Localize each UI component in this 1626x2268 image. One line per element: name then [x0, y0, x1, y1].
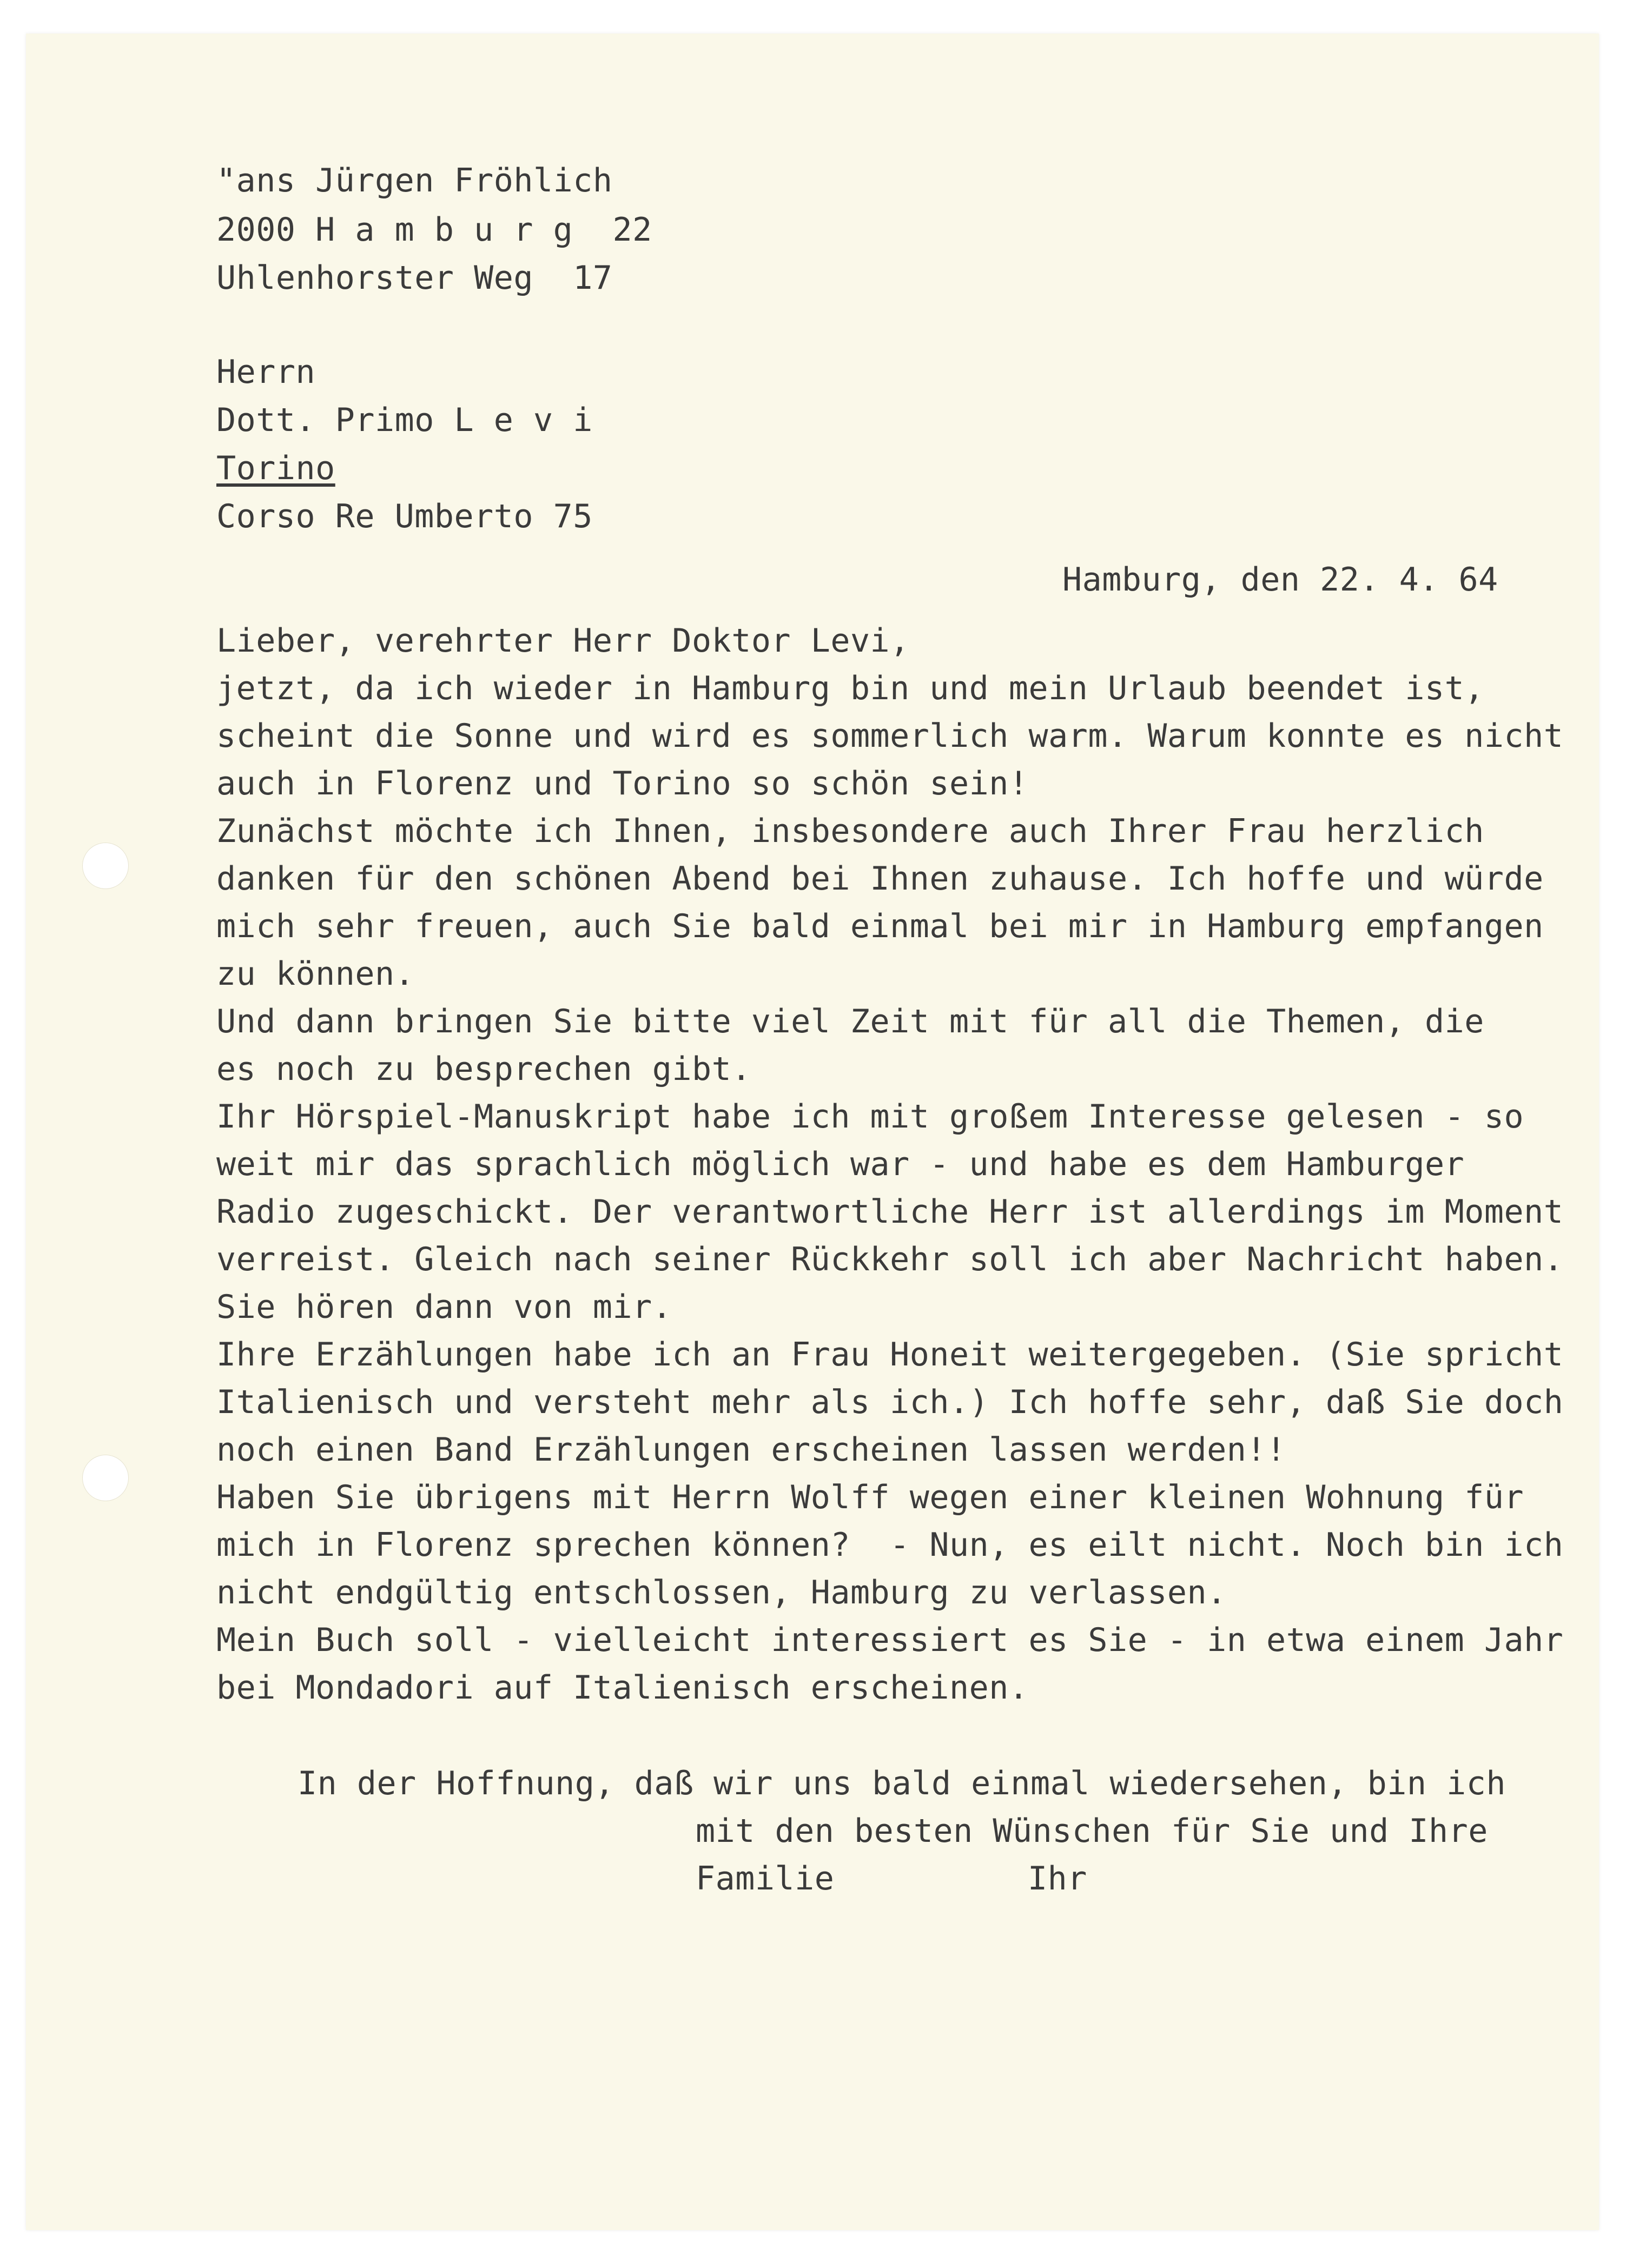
sender-name: "ans Jürgen Fröhlich: [216, 162, 613, 200]
body-line: Ihr Hörspiel-Manuskript habe ich mit großem Interesse gelesen - so: [216, 1098, 1524, 1136]
closing-family: Familie: [696, 1860, 835, 1898]
sender-street: Uhlenhorster Weg 17: [216, 259, 613, 297]
punch-hole-top: [82, 843, 129, 889]
body-line: nicht endgültig entschlossen, Hamburg zu verlassen.: [216, 1574, 1227, 1612]
body-line: noch einen Band Erzählungen erscheinen lassen werden!!: [216, 1431, 1286, 1469]
body-line: bei Mondadori auf Italienisch erscheinen.: [216, 1669, 1029, 1707]
body-line: mich sehr freuen, auch Sie bald einmal bei mir in Hamburg empfangen: [216, 907, 1544, 945]
letter-sheet: [26, 34, 1599, 2230]
recipient-city: Torino: [216, 449, 335, 487]
sender-block: [216, 164, 865, 327]
body-line: Mein Buch soll - vielleicht interessiert es Sie - in etwa einem Jahr: [216, 1621, 1564, 1659]
closing-line: In der Hoffnung, daß wir uns bald einmal wiedersehen, bin ich: [298, 1765, 1506, 1802]
punch-hole-bottom: [82, 1455, 129, 1501]
closing-block: [216, 1767, 1525, 1924]
body-line: Italienisch und versteht mehr als ich.) Ich hoffe sehr, daß Sie doch: [216, 1383, 1564, 1421]
body-line: Haben Sie übrigens mit Herrn Wolff wegen einer kleinen Wohnung für: [216, 1478, 1524, 1516]
closing-ihr: Ihr: [1028, 1860, 1087, 1898]
recipient-street: Corso Re Umberto 75: [216, 498, 593, 535]
body-line: es noch zu besprechen gibt.: [216, 1050, 751, 1088]
body-line: zu können.: [216, 955, 415, 993]
body-line: mich in Florenz sprechen können? - Nun, es eilt nicht. Noch bin ich: [216, 1526, 1564, 1564]
recipient-salutation: Herrn: [216, 353, 316, 391]
recipient-name: Dott. Primo L e v i: [216, 401, 593, 439]
greeting: Lieber, verehrter Herr Doktor Levi,: [216, 622, 910, 660]
date-line: Hamburg, den 22. 4. 64: [1062, 561, 1498, 599]
body-line: weit mir das sprachlich möglich war - und habe es dem Hamburger: [216, 1145, 1465, 1183]
recipient-block: [216, 353, 865, 567]
letter-body: [216, 622, 1564, 1739]
body-line: Sie hören dann von mir.: [216, 1288, 672, 1326]
body-line: Und dann bringen Sie bitte viel Zeit mit für all die Themen, die: [216, 1003, 1484, 1040]
body-line: Radio zugeschickt. Der verantwortliche Herr ist allerdings im Moment: [216, 1193, 1564, 1231]
body-line: verreist. Gleich nach seiner Rückkehr soll ich aber Nachricht haben.: [216, 1241, 1564, 1278]
body-line: Zunächst möchte ich Ihnen, insbesondere auch Ihrer Frau herzlich: [216, 812, 1484, 850]
body-line: scheint die Sonne und wird es sommerlich warm. Warum konnte es nicht: [216, 717, 1564, 755]
body-line: auch in Florenz und Torino so schön sein!: [216, 765, 1029, 803]
body-line: Ihre Erzählungen habe ich an Frau Honeit weitergegeben. (Sie spricht: [216, 1336, 1564, 1374]
closing-line: mit den besten Wünschen für Sie und Ihre: [696, 1812, 1488, 1850]
body-line: danken für den schönen Abend bei Ihnen zuhause. Ich hoffe und würde: [216, 860, 1544, 898]
body-line: jetzt, da ich wieder in Hamburg bin und mein Urlaub beendet ist,: [216, 669, 1484, 707]
sender-city: 2000 H a m b u r g 22: [216, 211, 652, 249]
